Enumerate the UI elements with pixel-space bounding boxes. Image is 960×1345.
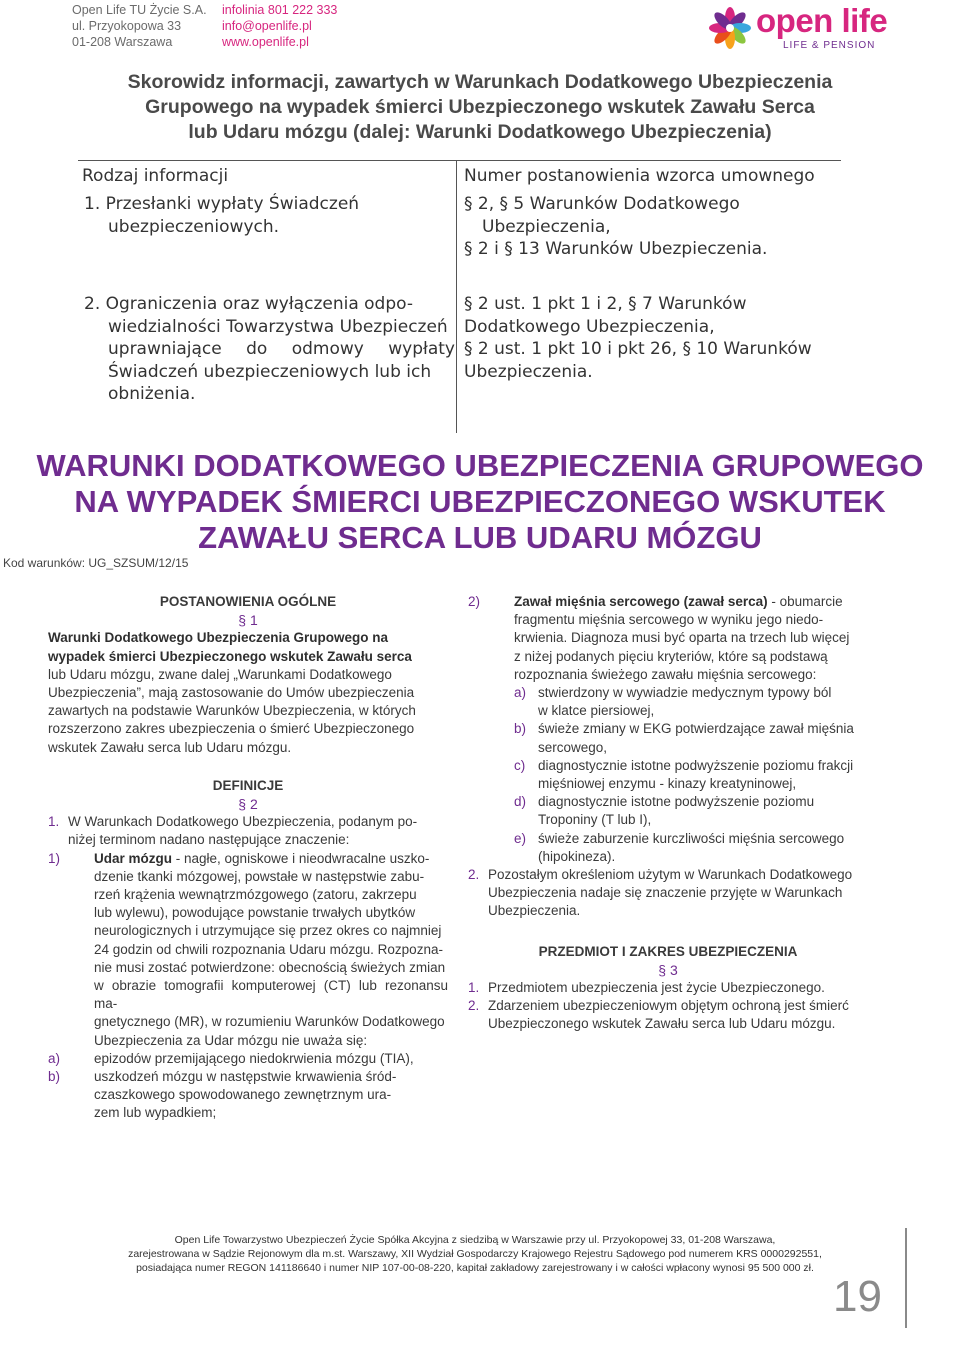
section-heading-general: POSTANOWIENIA OGÓLNE — [159, 594, 337, 609]
logo-subtext: LIFE & PENSION — [783, 40, 876, 51]
letter-marker: b) — [514, 721, 527, 737]
heart-line: rozpoznania świeżego zawału mięśnia sercowego: — [514, 666, 817, 682]
criterion-a — [514, 684, 868, 720]
general-provisions-text — [48, 629, 448, 756]
criterion-e — [514, 830, 868, 866]
criterion-line: świeże zmiany w EKG potwierdzające zawał mięśnia — [538, 721, 854, 737]
stroke-exclusion-a — [48, 1050, 448, 1068]
item-number: 2. — [468, 998, 480, 1014]
criterion-line: Troponiny (T lub I), — [538, 812, 652, 828]
row2-ref-line: § 2 ust. 1 pkt 1 i 2, § 7 Warunków — [464, 294, 747, 314]
definition-stroke — [48, 850, 448, 1050]
exclusion-line: zem lub wypadkiem; — [94, 1105, 217, 1121]
item-line: Przedmiotem ubezpieczenia jest życie Ubezpieczonego. — [488, 980, 825, 996]
exclusion-line: czaszkowego spowodowanego zewnętrznym ura- — [94, 1087, 392, 1103]
general-line: Ubezpieczenia”, mają zastosowanie do Umów ubezpieczenia — [48, 685, 415, 701]
hotline: infolinia 801 222 333 — [222, 3, 338, 17]
heart-term: Zawał mięśnia sercowego (zawał serca) — [514, 594, 768, 609]
company-street: ul. Przyokopowa 33 — [72, 19, 182, 33]
col2-header: Numer postanowienia wzorca umownego — [464, 166, 815, 186]
subitem-number: 2) — [468, 594, 481, 609]
row2-info-line: Świadczeń ubezpieczeniowych lub ich — [108, 361, 432, 382]
footer-divider — [905, 1228, 907, 1328]
index-title-line: lub Udaru mózgu (dalej: Warunki Dodatkowego Ubezpieczenia) — [188, 121, 772, 143]
row2-ref-line: Dodatkowego Ubezpieczenia, — [464, 316, 715, 337]
heart-attack-text — [514, 593, 868, 684]
general-line: zawartych na podstawie Warunków Ubezpieczenia, w których — [48, 703, 416, 719]
criterion-d — [514, 793, 868, 829]
criterion-text — [538, 793, 868, 829]
company-city: 01-208 Warszawa — [72, 35, 173, 49]
item-number: 2. — [468, 867, 480, 883]
row1-ref — [464, 193, 834, 261]
letter-marker: e) — [514, 830, 527, 846]
stroke-exclusion-b — [48, 1068, 448, 1123]
exclusion-text — [94, 1050, 448, 1068]
criterion-b — [514, 720, 868, 756]
stroke-line: nie musi zostać potwierdzone: obecnością świeżych zmian — [94, 959, 446, 975]
criterion-line: sercowego, — [538, 739, 608, 755]
subitem-number: 1) — [48, 850, 61, 866]
item-text — [488, 866, 868, 921]
criteria-list — [468, 684, 868, 866]
row2-info — [84, 293, 455, 406]
item-line: Ubezpieczonego wskutek Zawału serca lub Udaru mózgu. — [488, 1016, 836, 1032]
criterion-text — [538, 757, 868, 793]
row2-info-line: obniżenia. — [108, 384, 196, 404]
footer-line: zarejestrowana w Sądzie Rejonowym dla m.st. Warszawy, XII Wydział Gospodarczy Krajowego Rejestru Sądowego pod numerem KRS 0000292551, — [128, 1248, 822, 1260]
footer-line: Open Life Towarzystwo Ubezpieczeń Życie Spółka Akcyjna z siedzibą w Warszawie przy ul. Przyokopowej 33, 01-208 Warszawa, — [174, 1234, 776, 1246]
paragraph-1-mark: § 1 — [238, 612, 258, 629]
item-text — [68, 813, 448, 849]
row2-info-text: uprawniające do odmowy wypłaty — [108, 339, 455, 359]
criterion-text — [538, 684, 868, 720]
row1-info-line: 1. Przesłanki wypłaty Świadczeń — [84, 194, 360, 214]
criterion-line: stwierdzony w wywiadzie medycznym typowy ból — [538, 685, 832, 701]
paragraph-3-mark: § 3 — [658, 961, 678, 978]
table-divider — [456, 161, 457, 433]
row1-ref-line: § 2 i § 13 Warunków Ubezpieczenia. — [464, 239, 768, 259]
stroke-line: lub wylewu), powodujące powstanie trwałych ubytków — [94, 905, 416, 921]
logo-text: open life — [756, 2, 888, 39]
row1-ref-line: Ubezpieczenia, — [482, 216, 611, 237]
company-name: Open Life TU Życie S.A. — [72, 3, 207, 17]
letter-marker: b) — [48, 1069, 61, 1085]
flower-icon — [708, 6, 752, 50]
criterion-line: (hipokineza). — [538, 848, 616, 864]
stroke-line: w obrazie tomografii komputerowej (CT) lub rezonansu ma- — [94, 978, 448, 1012]
general-line: wskutek Zawału serca lub Udaru mózgu. — [48, 739, 292, 755]
main-title-line: NA WYPADEK ŚMIERCI UBEZPIECZONEGO WSKUTEK — [74, 484, 886, 519]
item-text — [488, 979, 868, 997]
col1-header: Rodzaj informacji — [82, 166, 229, 186]
email-link[interactable]: info@openlife.pl — [222, 19, 312, 33]
row1-info — [84, 193, 369, 238]
exclusion-line: epizodów przemijającego niedokrwienia mózgu (TIA), — [94, 1050, 414, 1066]
criterion-line: świeże zaburzenie kurczliwości mięśnia sercowego — [538, 830, 845, 846]
general-line: wypadek śmierci Ubezpieczonego wskutek Zawału serca — [48, 648, 412, 664]
row2-info-line — [84, 338, 455, 361]
section-heading-definitions: DEFINICJE — [212, 777, 284, 793]
company-contact — [222, 2, 337, 50]
heart-line: z niżej podanych pięciu kryteriów, które są podstawą — [514, 648, 828, 664]
item-number: 1. — [468, 980, 480, 996]
heart-line: fragmentu mięśnia sercowego w wyniku jego niedo- — [514, 612, 824, 628]
row2-ref-line: § 2 ust. 1 pkt 10 i pkt 26, § 10 Warunków — [464, 339, 812, 359]
exclusion-text — [94, 1068, 448, 1123]
item-line: Pozostałym określeniom użytym w Warunkach Dodatkowego — [488, 867, 853, 883]
row1-ref-line: § 2, § 5 Warunków Dodatkowego — [464, 194, 740, 214]
website-link[interactable]: www.openlife.pl — [222, 35, 309, 49]
index-title-line: Skorowidz informacji, zawartych w Warunkach Dodatkowego Ubezpieczenia — [127, 71, 833, 93]
openlife-logo — [708, 2, 888, 54]
item-line: W Warunkach Dodatkowego Ubezpieczenia, podanym po- — [68, 814, 418, 830]
item-text — [488, 997, 868, 1033]
main-title-line: WARUNKI DODATKOWEGO UBEZPIECZENIA GRUPOWEGO — [36, 448, 924, 483]
paragraph-2-mark: § 2 — [238, 796, 258, 813]
footer — [80, 1233, 870, 1275]
criterion-text — [538, 720, 868, 756]
letter-marker: a) — [514, 685, 527, 701]
stroke-line: Ubezpieczenia za Udar mózgu nie uważa się: — [94, 1032, 368, 1048]
stroke-line: neurologicznych i utrzymujące się przez okres co najmniej — [94, 923, 442, 939]
left-column — [48, 593, 448, 1123]
company-address — [72, 2, 207, 50]
definitions-item-1 — [48, 813, 448, 849]
conditions-code: Kod warunków: UG_SZSUM/12/15 — [3, 556, 189, 570]
scope-item-1 — [468, 979, 868, 997]
criterion-c — [514, 757, 868, 793]
stroke-line: gnetycznego (MR), w rozumieniu Warunków Dodatkowego — [94, 1014, 445, 1030]
main-title — [20, 448, 940, 556]
footer-line: posiadająca numer REGON 141186640 i numer NIP 107-00-08-220, kapitał zakładowy zarejestrowany i w całości wpłacony wynosi 95 500 000 zł. — [136, 1262, 814, 1274]
letter-marker: d) — [514, 794, 527, 810]
item-number: 1. — [48, 814, 60, 830]
row2-ref — [464, 293, 841, 383]
criterion-text — [538, 830, 868, 866]
criterion-line: diagnostycznie istotne podwyższenie poziomu — [538, 794, 815, 810]
heart-line: krwienia. Diagnoza musi być oparta na trzech lub więcej — [514, 630, 850, 646]
stroke-line: rzeń krążenia wewnątrzmózgowego (zatoru, zakrzepu — [94, 887, 417, 903]
scope-item-2 — [468, 997, 868, 1033]
item-line: Ubezpieczenia nadaje się znaczenie przyjęte w Warunkach — [488, 885, 843, 901]
item-line: Zdarzeniem ubezpieczeniowym objętym ochroną jest śmierć — [488, 998, 849, 1014]
index-title — [60, 70, 900, 145]
general-line: lub Udaru mózgu, zwane dalej „Warunkami Dodatkowego — [48, 666, 392, 682]
row2-info-line: 2. Ograniczenia oraz wyłączenia odpo- — [84, 294, 413, 314]
page-number: 19 — [833, 1272, 882, 1321]
exclusion-line: uszkodzeń mózgu w następstwie krwawienia śród- — [94, 1069, 397, 1085]
item-line: niżej terminom nadano następujące znaczenie: — [68, 832, 350, 848]
general-line: rozszerzono zakres ubezpieczenia o śmierć Ubezpieczonego — [48, 721, 415, 737]
index-table — [78, 160, 841, 433]
main-title-line: ZAWAŁU SERCA LUB UDARU MÓZGU — [198, 520, 762, 555]
letter-marker: c) — [514, 757, 526, 773]
stroke-term: Udar mózgu — [94, 850, 173, 866]
stroke-definition-text — [94, 850, 448, 1050]
criterion-line: mięśniowej enzymu - kinazy kreatyninowej, — [538, 776, 797, 792]
stroke-line: Udar mózgu - nagłe, ogniskowe i nieodwracalne uszko- — [94, 850, 430, 866]
right-column — [468, 593, 868, 1034]
row2-ref-line: Ubezpieczenia. — [464, 361, 593, 382]
definitions-item-2 — [468, 866, 868, 921]
row1-info-line: ubezpieczeniowych. — [108, 216, 280, 237]
row2-info-line: wiedzialności Towarzystwa Ubezpieczeń — [108, 316, 448, 337]
index-title-line: Grupowego na wypadek śmierci Ubezpieczonego wskutek Zawału Serca — [145, 96, 815, 118]
stroke-line: dzenie tkanki mózgowej, powstałe w następstwie zabu- — [94, 868, 425, 884]
heart-line: Zawał mięśnia sercowego (zawał serca) - obumarcie — [514, 594, 843, 609]
general-line: Warunki Dodatkowego Ubezpieczenia Grupowego na — [48, 630, 389, 646]
section-heading-scope: PRZEDMIOT I ZAKRES UBEZPIECZENIA — [538, 943, 798, 959]
criterion-line: diagnostycznie istotne podwyższenie poziomu frakcji — [538, 757, 854, 773]
stroke-line: 24 godzin od chwili rozpoznania Udaru mózgu. Rozpozna- — [94, 941, 443, 957]
letter-marker: a) — [48, 1050, 61, 1066]
item-line: Ubezpieczenia. — [488, 903, 581, 919]
definition-heart-attack — [468, 593, 868, 684]
criterion-line: w klatce piersiowej, — [538, 703, 655, 719]
